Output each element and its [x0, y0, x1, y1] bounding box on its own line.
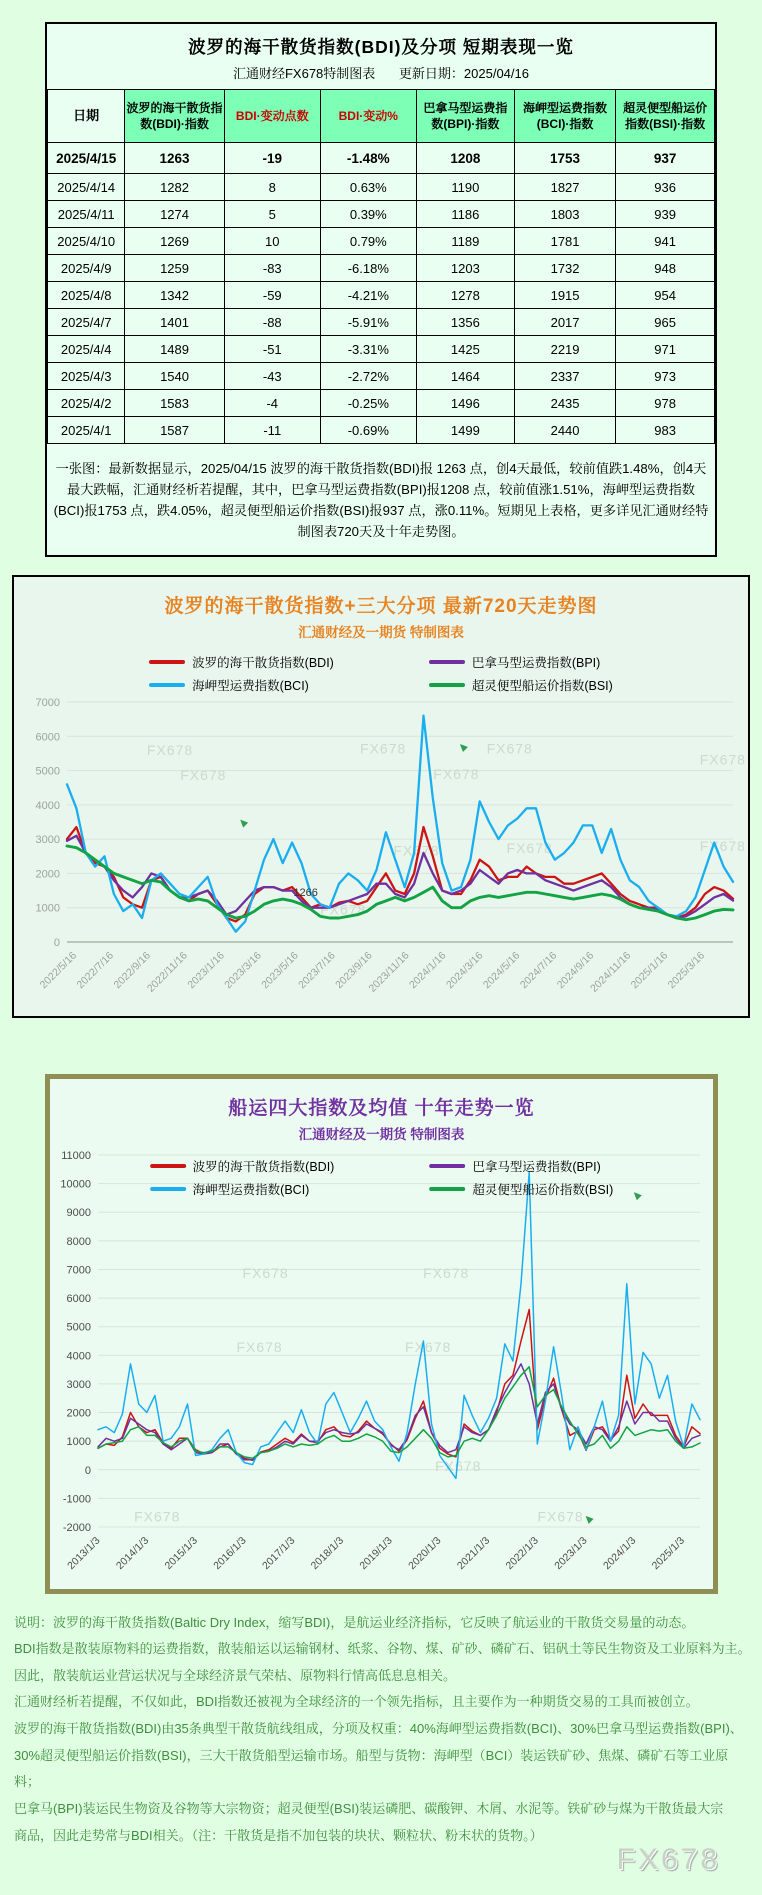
value-cell: 1587: [125, 417, 224, 444]
y-tick-label: 3000: [35, 833, 60, 846]
value-cell: -4: [224, 390, 320, 417]
legend-item-bsi: [429, 1180, 613, 1198]
y-tick-label: 7000: [35, 696, 60, 709]
watermark: FX678: [699, 750, 746, 767]
value-cell: 2435: [514, 390, 615, 417]
legend-label: 巴拿马型运费指数(BPI): [471, 655, 601, 670]
date-cell: 2025/4/4: [48, 336, 125, 363]
value-cell: 1464: [416, 363, 514, 390]
value-cell: 1401: [125, 309, 224, 336]
y-tick-label: -2000: [62, 1521, 91, 1534]
watermark: FX678: [699, 837, 746, 854]
value-cell: 2219: [514, 336, 615, 363]
table-row: [48, 390, 715, 417]
fx678-logo: FX678: [616, 1843, 720, 1877]
bdi-table-box: [45, 22, 717, 557]
legend-label: 波罗的海干散货指数(BDI): [192, 1159, 335, 1174]
legend-item-bpi: [429, 653, 613, 671]
y-tick-label: 6000: [66, 1292, 91, 1305]
watermark: FX678: [434, 1457, 481, 1474]
note-line: 汇通财经析若提醒，不仅如此，BDI指数还被视为全球经济的一个领先指标，且主要作为一种期货交易的工具而被创立。: [14, 1694, 699, 1710]
value-cell: 971: [616, 336, 715, 363]
value-cell: 1540: [125, 363, 224, 390]
value-cell: 1496: [416, 390, 514, 417]
x-tick-label: 2019/1/3: [356, 1534, 395, 1572]
value-cell: 1278: [416, 282, 514, 309]
x-tick-label: 2020/1/3: [405, 1534, 444, 1572]
watermark: FX678: [404, 1338, 451, 1355]
table-subtitle: [47, 61, 715, 89]
column-header: 超灵便型船运价指数(BSI)·指数: [616, 90, 715, 143]
table-row: [48, 336, 715, 363]
y-tick-label: 4000: [35, 799, 60, 812]
value-cell: 1203: [416, 255, 514, 282]
x-tick-label: 2014/1/3: [113, 1534, 151, 1572]
value-cell: 941: [616, 228, 715, 255]
y-tick-label: 7000: [66, 1263, 91, 1276]
date-cell: 2025/4/14: [48, 174, 125, 201]
value-cell: -2.72%: [320, 363, 416, 390]
watermark: FX678: [235, 1338, 283, 1355]
note-line: 商品，因此走势常与BDI相关。（注：干散货是指不加包装的块状、颗粒状、粉末状的货物。）: [14, 1827, 543, 1843]
y-tick-label: 1000: [66, 1435, 91, 1448]
chart-720-title: 波罗的海干散货指数+三大分项 最新720天走势图: [164, 595, 598, 617]
table-row: [48, 143, 715, 174]
value-cell: -5.91%: [320, 309, 416, 336]
watermark: FX678: [180, 766, 227, 783]
x-tick-label: 2022/9/16: [111, 949, 153, 991]
cursor-mark: [240, 819, 248, 827]
chart-10y-plot-area: [52, 1147, 712, 1585]
note-line: 波罗的海干散货指数(BDI)由35条典型干散货航线组成，分项及权重：40%海岬型运费指数(BCI)、30%巴拿马型运费指数(BPI)、: [14, 1721, 743, 1737]
value-cell: 954: [616, 282, 715, 309]
cursor-mark: [460, 744, 468, 752]
value-cell: 1827: [514, 174, 615, 201]
value-cell: 5: [224, 201, 320, 228]
value-cell: -0.25%: [320, 390, 416, 417]
value-cell: 2440: [514, 417, 615, 444]
chart-10y-subtitle: 汇通财经及一期货 特制图表: [298, 1126, 465, 1142]
column-header: 巴拿马型运费指数(BPI)·指数: [416, 90, 514, 143]
bsi-line-swatch: [429, 683, 465, 687]
chart-10y-box: [45, 1074, 718, 1594]
cursor-mark: [585, 1515, 593, 1523]
value-cell: 1489: [125, 336, 224, 363]
x-tick-label: 2025/1/16: [628, 949, 671, 991]
note-line: 说明：波罗的海干散货指数(Baltic Dry Index，缩写BDI)，是航运业经济指标，它反映了航运业的干散货交易量的动态。: [14, 1614, 695, 1630]
value-cell: 1803: [514, 201, 615, 228]
value-cell: 1282: [125, 174, 224, 201]
x-tick-label: 2023/3/16: [222, 949, 264, 991]
value-cell: 965: [616, 309, 715, 336]
legend-item-bpi: [429, 1157, 613, 1175]
bci-line-swatch: [149, 683, 185, 687]
watermark: FX678: [146, 741, 194, 758]
chart-10y-svg: [52, 1147, 712, 1585]
legend-item-bci: [149, 676, 334, 694]
series-line-bci: [98, 1172, 700, 1478]
chart-10y-title: 船运四大指数及均值 十年走势一览: [228, 1097, 535, 1119]
y-tick-label: 11000: [60, 1149, 91, 1162]
table-updated-label: 更新日期：2025/04/16: [398, 66, 529, 81]
date-cell: 2025/4/8: [48, 282, 125, 309]
value-cell: 1356: [416, 309, 514, 336]
value-cell: 1499: [416, 417, 514, 444]
value-cell: 0.63%: [320, 174, 416, 201]
value-cell: 1732: [514, 255, 615, 282]
y-tick-label: 1000: [35, 902, 60, 915]
x-tick-label: 2021/1/3: [454, 1534, 492, 1572]
value-cell: -1.48%: [320, 143, 416, 174]
value-cell: 1269: [125, 228, 224, 255]
table-title: 波罗的海干散货指数(BDI)及分项 短期表现一览: [188, 37, 574, 57]
legend-label: 波罗的海干散货指数(BDI): [192, 655, 334, 670]
note-line: 巴拿马(BPI)装运民生物资及谷物等大宗物资；超灵便型(BSI)装运磷肥、碳酸钾、木屑、水泥等。铁矿砂与煤为干散货最大宗: [14, 1800, 724, 1816]
legend-item-bci: [150, 1180, 335, 1198]
column-header: BDI·变动%: [320, 90, 416, 143]
y-tick-label: 2000: [66, 1407, 91, 1420]
x-tick-label: 2022/11/16: [144, 949, 190, 995]
value-cell: 2017: [514, 309, 615, 336]
x-tick-label: 2018/1/3: [308, 1534, 346, 1572]
value-cell: -51: [224, 336, 320, 363]
bdi-table-head-row: [48, 90, 715, 143]
value-cell: 1425: [416, 336, 514, 363]
value-cell: 983: [616, 417, 715, 444]
bpi-line-swatch: [429, 660, 465, 664]
value-cell: 1915: [514, 282, 615, 309]
legend-label: 海岬型运费指数(BCI): [192, 1182, 310, 1197]
cursor-mark: [633, 1192, 641, 1200]
y-tick-label: -1000: [62, 1492, 91, 1505]
x-tick-label: 2025/1/3: [649, 1534, 687, 1572]
chart-10y-legend: [150, 1157, 614, 1198]
date-cell: 2025/4/10: [48, 228, 125, 255]
watermark: FX678: [433, 765, 480, 782]
x-tick-label: 2022/7/16: [74, 949, 117, 991]
y-tick-label: 3000: [66, 1378, 91, 1391]
x-tick-label: 2025/3/16: [665, 949, 708, 991]
bdi-table: [47, 89, 715, 444]
chart-720-subtitle: 汇通财经及一期货 特制图表: [298, 624, 464, 640]
value-cell: 978: [616, 390, 715, 417]
date-cell: 2025/4/7: [48, 309, 125, 336]
value-cell: -11: [224, 417, 320, 444]
column-header: BDI·变动点数: [224, 90, 320, 143]
table-note: 一张图：最新数据显示，2025/04/15 波罗的海干散货指数(BDI)报 1263 点，创4天最低，较前值跌1.48%，创4天最大跌幅，汇通财经析若提醒，其中，巴拿马型运费指数(BPI)报1208 点，较前值涨1.51%，海岬型运费指数(BCI)报1753 点，跌4.05%，超灵便型船运价指数(BSI)报937 点，涨0.11%。短期见上表格，更多详见汇通财经特制图表720天及十年走势图。: [53, 461, 709, 540]
value-cell: -83: [224, 255, 320, 282]
column-header: 波罗的海干散货指数(BDI)·指数: [125, 90, 224, 143]
value-cell: -19: [224, 143, 320, 174]
value-cell: 1342: [125, 282, 224, 309]
watermark: FX678: [241, 1264, 289, 1281]
x-tick-label: 2023/5/16: [259, 949, 301, 991]
watermark: FX678: [506, 839, 553, 856]
x-tick-label: 2024/3/16: [443, 949, 486, 991]
value-cell: 1190: [416, 174, 514, 201]
table-row: [48, 255, 715, 282]
date-cell: 2025/4/1: [48, 417, 125, 444]
page-root: [0, 22, 762, 1877]
y-tick-label: 5000: [35, 765, 60, 778]
x-tick-label: 2022/5/16: [37, 949, 80, 991]
table-row: [48, 417, 715, 444]
x-tick-label: 2023/7/16: [296, 949, 338, 991]
value-cell: -3.31%: [320, 336, 416, 363]
table-row: [48, 228, 715, 255]
table-row: [48, 282, 715, 309]
chart-720-legend: [149, 653, 613, 694]
date-cell: 2025/4/15: [48, 143, 125, 174]
chart-720-box: [12, 575, 750, 1018]
chart-720-svg: [15, 694, 747, 1012]
table-row: [48, 309, 715, 336]
x-tick-label: 2017/1/3: [259, 1534, 297, 1572]
value-cell: 1208: [416, 143, 514, 174]
bdi-line-swatch: [149, 660, 185, 664]
bdi-line-swatch: [150, 1164, 186, 1168]
legend-label: 超灵便型船运价指数(BSI): [471, 678, 613, 693]
x-tick-label: 2024/5/16: [480, 949, 523, 991]
note-line: BDI指数是散装原物料的运费指数，散装船运以运输钢材、纸浆、谷物、煤、矿砂、磷矿石、铝矾土等民生物资及工业原料为主。: [14, 1641, 751, 1657]
y-tick-label: 6000: [35, 730, 60, 743]
x-tick-label: 2023/9/16: [333, 949, 375, 991]
note-line: 因此，散装航运业营运状况与全球经济景气荣枯、原物料行情高低息息相关。: [14, 1667, 457, 1683]
x-tick-label: 2013/1/3: [64, 1534, 103, 1572]
x-tick-label: 2023/1/16: [185, 949, 227, 991]
legend-label: 海岬型运费指数(BCI): [192, 678, 309, 693]
value-cell: -88: [224, 309, 320, 336]
date-cell: 2025/4/3: [48, 363, 125, 390]
value-cell: 1186: [416, 201, 514, 228]
value-cell: 1274: [125, 201, 224, 228]
bpi-line-swatch: [429, 1164, 465, 1168]
x-tick-label: 2024/1/16: [407, 949, 449, 991]
column-header: 日期: [48, 90, 125, 143]
y-tick-label: 0: [84, 1464, 91, 1477]
value-cell: 937: [616, 143, 715, 174]
value-cell: 0.79%: [320, 228, 416, 255]
value-cell: -59: [224, 282, 320, 309]
x-tick-label: 2023/1/3: [551, 1534, 590, 1572]
table-source-label: 汇通财经FX678特制图表: [232, 66, 376, 81]
value-cell: 948: [616, 255, 715, 282]
chart-720-plot-area: [15, 694, 747, 1012]
watermark: FX678: [360, 740, 407, 757]
x-tick-label: 2022/1/3: [503, 1534, 541, 1572]
value-cell: 1753: [514, 143, 615, 174]
value-cell: 973: [616, 363, 715, 390]
watermark: FX678: [422, 1264, 469, 1281]
value-cell: 2337: [514, 363, 615, 390]
x-tick-label: 2024/1/3: [600, 1534, 638, 1572]
value-cell: 1781: [514, 228, 615, 255]
x-tick-label: 2015/1/3: [162, 1534, 200, 1572]
value-cell: 936: [616, 174, 715, 201]
value-cell: 1189: [416, 228, 514, 255]
annotation-label: 1266: [293, 886, 318, 899]
description-notes: [14, 1610, 754, 1850]
y-tick-label: 5000: [66, 1321, 91, 1334]
legend-label: 超灵便型船运价指数(BSI): [472, 1182, 614, 1197]
x-tick-label: 2023/11/16: [366, 949, 412, 995]
date-cell: 2025/4/2: [48, 390, 125, 417]
table-row: [48, 201, 715, 228]
bci-line-swatch: [150, 1187, 186, 1191]
legend-item-bsi: [429, 676, 613, 694]
x-tick-label: 2024/7/16: [517, 949, 560, 991]
legend-label: 巴拿马型运费指数(BPI): [472, 1159, 601, 1174]
value-cell: 1263: [125, 143, 224, 174]
watermark: FX678: [486, 740, 533, 757]
note-line: 30%超灵便型船运价指数(BSI)，三大干散货船型运输市场。船型与货物：海岬型（BCI）装运铁矿砂、焦煤、磷矿石等工业原料；: [14, 1747, 729, 1790]
bsi-line-swatch: [429, 1187, 465, 1191]
y-tick-label: 4000: [66, 1349, 91, 1362]
legend-item-bdi: [149, 653, 334, 671]
watermark: FX678: [320, 900, 367, 917]
table-row: [48, 174, 715, 201]
y-tick-label: 10000: [59, 1178, 91, 1191]
value-cell: -0.69%: [320, 417, 416, 444]
watermark: FX678: [393, 842, 440, 859]
value-cell: 10: [224, 228, 320, 255]
x-tick-label: 2016/1/3: [210, 1534, 249, 1572]
value-cell: -4.21%: [320, 282, 416, 309]
watermark: FX678: [133, 1507, 180, 1524]
value-cell: 1583: [125, 390, 224, 417]
value-cell: 939: [616, 201, 715, 228]
value-cell: 1259: [125, 255, 224, 282]
y-tick-label: 2000: [35, 867, 60, 880]
x-tick-label: 2024/11/16: [588, 949, 634, 995]
date-cell: 2025/4/11: [48, 201, 125, 228]
y-tick-label: 8000: [66, 1235, 91, 1248]
legend-item-bdi: [150, 1157, 335, 1175]
value-cell: 0.39%: [320, 201, 416, 228]
x-tick-label: 2024/9/16: [554, 949, 597, 991]
watermark: FX678: [536, 1507, 584, 1524]
y-tick-label: 0: [53, 936, 60, 949]
table-row: [48, 363, 715, 390]
bdi-table-body: [48, 143, 715, 444]
value-cell: -6.18%: [320, 255, 416, 282]
value-cell: -43: [224, 363, 320, 390]
date-cell: 2025/4/9: [48, 255, 125, 282]
value-cell: 8: [224, 174, 320, 201]
y-tick-label: 9000: [66, 1206, 91, 1219]
column-header: 海岬型运费指数(BCI)·指数: [514, 90, 615, 143]
